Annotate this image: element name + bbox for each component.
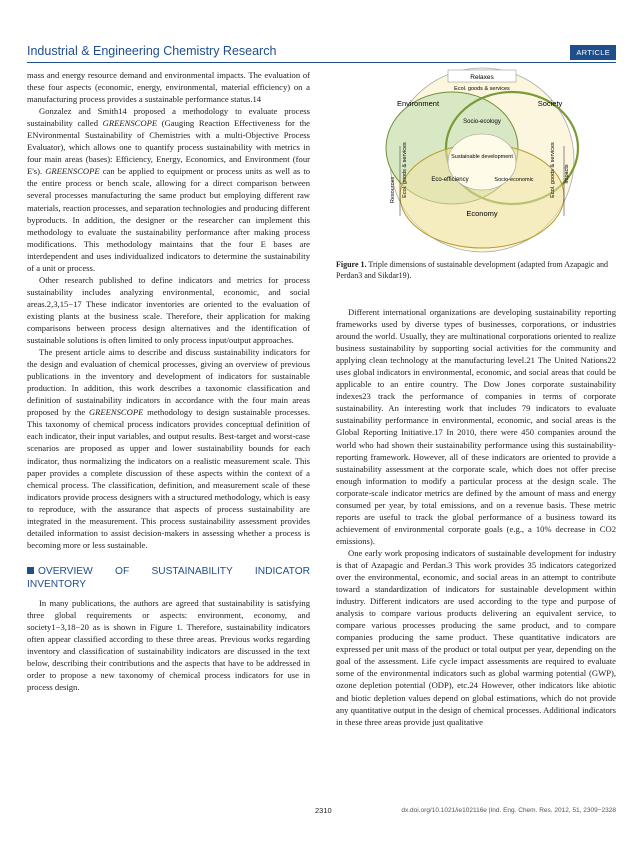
emphasis: GREENSCOPE xyxy=(88,407,144,418)
left-goods-label: Ecol. goods & services xyxy=(402,142,408,198)
socio-economic-label: Socio-economic xyxy=(494,177,534,183)
header-rule xyxy=(27,62,616,63)
left-column xyxy=(27,69,310,693)
socio-ecology-label: Socio-ecology xyxy=(463,119,501,125)
journal-title: Industrial & Engineering Chemistry Research xyxy=(27,44,277,58)
figure-caption xyxy=(336,259,616,281)
economy-label: Economy xyxy=(466,209,498,218)
top-goods-label: Ecol. goods & services xyxy=(454,86,510,92)
paragraph: Other research published to define indicators and metrics for process sustainability includes analyzing environmental, economic, and social areas.2,3,15−17 These indicator inventories are oriented to the evaluation of existing plants at the business scale. Therefore, their application for making comparisons between process design alternatives and the identification of sustainable solutions is often limited to only process input/output approaches. xyxy=(27,274,310,346)
resources-label: Resources xyxy=(390,176,396,204)
relaxes-label: Relaxes xyxy=(470,74,494,81)
doi-line: dx.doi.org/10.1021/ie102116e |Ind. Eng. Chem. Res. 2012, 51, 2309−2328 xyxy=(401,807,616,814)
caption-label: Figure 1. xyxy=(336,260,367,269)
paragraph: One early work proposing indicators of sustainable development for industry is that of Azapagic and Perdan.3 This work provides 35 indicators categorized over the environmental, economic, and social areas in an attempt to contribute toward a standardization of indicators for sustainable development within industry. Different indicators are used according to the type and purpose of analysis to compare various products delivering an equivalent service, to compare various processes producing the same product, and to compare companies producing the same product. These quantitative indicators are expressed per unit mass of the product or total output per year, depending on the goal of the assessment. Life cycle impact assessments are required to evaluate some of the environmental indicators such as global warming potential (GWP), ozone depletion potential (ODP), etc.24 However, other indicators like abiotic and biotic depletion values depend on global estimations, which do not provide any quantitative output in the design of chemical processes. Additional indicators in these three areas provide just qualitative xyxy=(336,547,616,727)
paragraph xyxy=(27,346,310,551)
eco-efficiency-label: Eco-efficiency xyxy=(431,177,469,183)
environment-label: Environment xyxy=(396,99,440,108)
section-square-icon xyxy=(27,567,34,574)
paragraph xyxy=(27,105,310,274)
text-span: (Gauging Reaction Effectiveness for the ENvironmental Sustainability of Chemistries with a multi-Objective Process Evaluator), which allows one to quantify process sustainability with metrics in four main areas (bases): Efficiency, Energy, Economics, and Environment (four E's). xyxy=(27,118,310,177)
center-label: Sustainable development xyxy=(451,154,513,160)
right-goods-label: Ecol. goods & services xyxy=(550,142,556,198)
page-number: 2310 xyxy=(315,806,332,815)
article-badge: ARTICLE xyxy=(570,45,616,60)
right-column xyxy=(336,306,616,728)
section-title: OVERVIEW OF SUSTAINABILITY INDICATOR INVENTORY xyxy=(27,565,310,590)
figure-venn-diagram xyxy=(378,66,586,254)
paragraph: In many publications, the authors are agreed that sustainability is satisfying three global requirements or aspects: environment, economy, and society1−3,18−20 as is shown in Figure 1. Therefore, sustainability indicators often appear classified according to these three areas. Previous works regarding inventory and classification of sustainability indicators are discussed in the text below, describing their contributions and the aspects that have to be addressed in order to propose a new taxonomy of chemical process indicators for use in process design. xyxy=(27,597,310,693)
emphasis: GREENSCOPE xyxy=(45,166,100,177)
page-footer xyxy=(27,806,616,818)
section-heading xyxy=(27,565,310,591)
running-header xyxy=(27,42,616,62)
caption-text: Triple dimensions of sustainable development (adapted from Azapagic and Perdan3 and Sikdar19). xyxy=(336,260,609,280)
paragraph: mass and energy resource demand and environmental impacts. The evaluation of these four aspects (economic, energy, environmental, material efficiency) on a manufacturing process provides a sustainable performance status.14 xyxy=(27,70,310,105)
emphasis: GREENSCOPE xyxy=(102,118,158,129)
text-span: methodology to design sustainable processes. This taxonomy of chemical process indicators provides conceptual definition of each indicator, their input variables, and output results. Best-target and worst-case scenarios are proposed as upper and lower sustainability bounds for each indicator, thus normalizing the indicators on a realistic measurement scale. This paper provides a complete discussion of these aspects within the context of a chemical process. The classification, definition, and measurement scale of these indicators provide process designers with a structured methodology, which is easy to reproduce, with the assurance that aspects of process sustainability are integrated in the measurement. This process sustainability assessment provides detailed information to assist decision-makers in assessing whether a process is becoming more or less sustainable. xyxy=(27,407,310,550)
society-label: Society xyxy=(537,99,563,108)
text-span: The present article aims to describe and discuss sustainability indicators for the design and evaluation of chemical processes, giving an overview of previous publications in the inventory and development of indicators for sustainable production. In addition, this work describes a taxonomic classification and definition of sustainability indicators in accordance with the four main areas proposed by the xyxy=(27,347,310,418)
text-span: can be applied to equipment or process units as well as to the entire process or bench scale, allowing for a direct comparison between several processes manufacturing the same product but employing different raw materials, reaction processes, and separation technologies and producing different byproducts. In addition, the designer or the researcher can implement this methodology to evaluate the sustainability performance after making process modifications. This methodology maintains that the four E bases are interdependent and uses individualized indicators to determine the sustainability of a unit or process. xyxy=(27,166,311,273)
paragraph: Different international organizations are developing sustainability reporting frameworks used by diverse types of businesses, corporations, or industries around the world. Usually, they are multinational corporations oriented to realize business sustainability by supporting social activities for the community and applying clean technology at the manufacturing level.21 The United Nations22 uses global indicators in environmental, economic, and social areas that could be applicable to an entire country. The Dow Jones corporate sustainability indexes23 track the performance of companies in terms of corporate sustainability. An interesting work that includes 79 indicators to evaluate sustainability performance in environmental, economic, and social areas is the Global Reporting Initiative.17 In 2010, there were 450 companies around the world who had shown their sustainability performance using this sustainability-reporting framework. However, all of these indicators are oriented to provide a sustainability assessment at the corporate scale, which does not offer precise enough information to modify a particular process at the design scale. The corporate-scale indicator metrics are defined by the amount of mass and energy consumed per year, by total emissions, and on a revenue basis. These metric reports are useful to track the global performance of a business toward its achievement of environmental corporate goals (e.g., a 10% decrease in CO2 emissions). xyxy=(336,307,616,546)
text-span: Gonzalez and Smith14 proposed a methodology to evaluate process sustainability called xyxy=(27,106,310,129)
impacts-label: Impacts xyxy=(564,164,570,184)
